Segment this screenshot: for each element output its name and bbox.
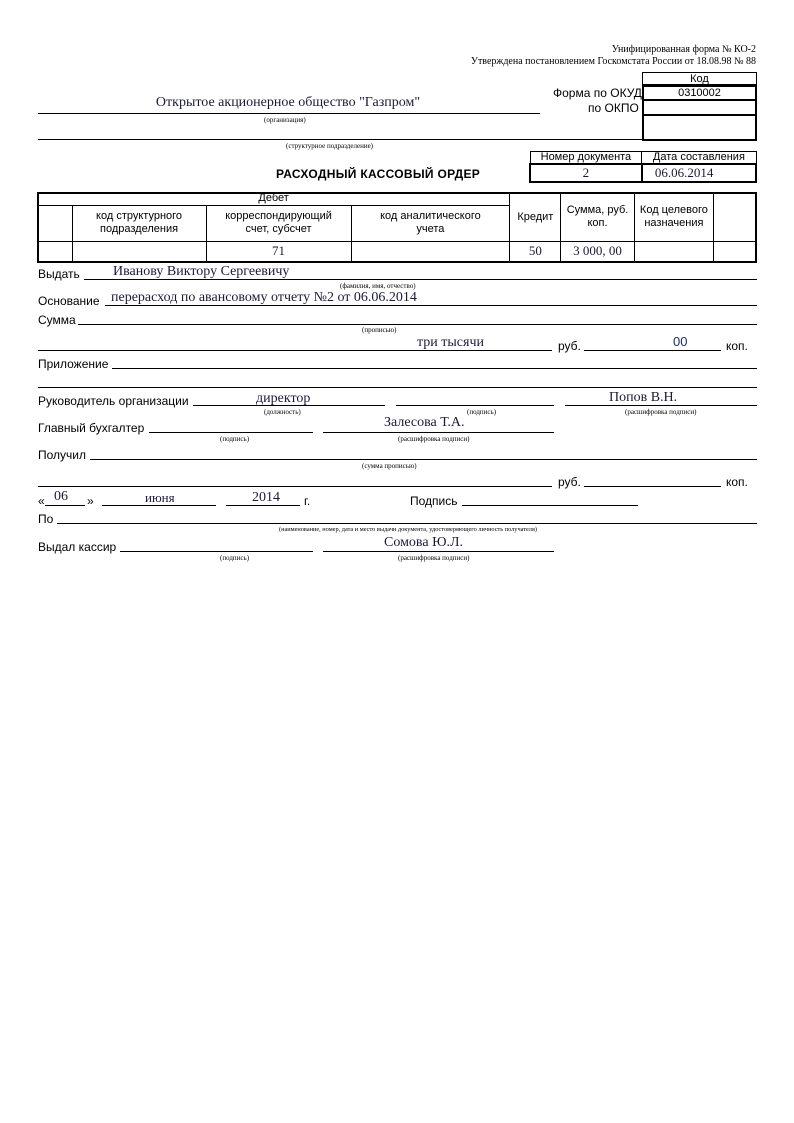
sum-line[interactable]: [78, 324, 757, 325]
sum-label: Сумма: [38, 313, 76, 327]
corr-account-header: корреспондирующий счет, субсчет: [206, 205, 351, 241]
sum-words-field[interactable]: три тысячи: [417, 335, 484, 350]
corr-account-cell[interactable]: 71: [206, 241, 351, 261]
date-day-field[interactable]: 06: [54, 489, 68, 504]
attachment-label: Приложение: [38, 357, 109, 371]
chief-accountant-signature-line[interactable]: [149, 432, 313, 433]
kop-label: коп.: [726, 339, 748, 353]
attachment-line[interactable]: [112, 368, 757, 369]
accounting-table: [38, 193, 756, 261]
received-kop-label: коп.: [726, 475, 748, 489]
sign-label: Подпись: [410, 494, 458, 508]
date-day-line: [45, 505, 85, 506]
document-date-label: Дата составления: [642, 152, 756, 165]
organization-caption: (организация): [264, 116, 306, 124]
okud-code-field[interactable]: 0310002: [642, 85, 757, 101]
document-date-field[interactable]: 06.06.2014: [642, 164, 756, 182]
head-name-field[interactable]: Попов В.Н.: [609, 390, 678, 405]
date-year-suffix: г.: [304, 494, 311, 508]
received-label: Получил: [38, 448, 86, 462]
form-header-line2: Утверждена постановлением Госкомстата России от 18.08.98 № 88: [470, 56, 756, 67]
form-header-line1: Унифицированная форма № КО-2: [611, 44, 756, 55]
issue-field[interactable]: Иванову Виктору Сергеевичу: [113, 264, 290, 279]
form-header: [471, 44, 756, 68]
received-line[interactable]: [90, 459, 757, 460]
attachment-line-2[interactable]: [38, 387, 757, 388]
date-year-field[interactable]: 2014: [252, 490, 280, 505]
basis-field[interactable]: перерасход по авансовому отчету №2 от 06.06.2014: [111, 290, 417, 305]
received-kop-line[interactable]: [584, 486, 721, 487]
chief-accountant-signature-caption: (подпись): [220, 435, 250, 443]
credit-header: Кредит: [510, 193, 561, 241]
head-signature-line[interactable]: [396, 405, 554, 406]
chief-accountant-label: Главный бухгалтер: [38, 421, 145, 435]
analytic-code-header: код аналитического учета: [351, 205, 510, 241]
head-label: Руководитель организации: [38, 394, 189, 408]
extra-code-field[interactable]: [642, 116, 757, 141]
organization-name[interactable]: Открытое акционерное общество "Газпром": [155, 95, 421, 110]
basis-label: Основание: [38, 294, 100, 308]
amount-cell[interactable]: 3 000, 00: [561, 241, 634, 261]
okud-label: Форма по ОКУД: [553, 86, 642, 100]
blank-cell[interactable]: [38, 241, 72, 261]
struct-code-header: код структурного подразделения: [72, 205, 206, 241]
blank-header: [38, 205, 72, 241]
chief-accountant-name-field[interactable]: Залесова Т.А.: [384, 415, 465, 430]
head-signature-caption: (подпись): [467, 408, 497, 416]
head-name-caption: (расшифровка подписи): [625, 408, 697, 416]
cashier-name-field[interactable]: Сомова Ю.Л.: [384, 535, 463, 550]
document-number-label: Номер документа: [530, 152, 642, 165]
subdivision-line[interactable]: [38, 139, 642, 140]
credit-cell[interactable]: 50: [510, 241, 561, 261]
received-line-2[interactable]: [38, 486, 552, 487]
date-open-quote: «: [38, 494, 45, 508]
received-rub-label: руб.: [558, 475, 581, 489]
chief-accountant-name-line: [323, 432, 554, 433]
subdivision-caption: (структурное подразделение): [286, 142, 374, 150]
okpo-code-field[interactable]: [642, 101, 757, 116]
purpose-code-cell[interactable]: [634, 241, 713, 261]
date-month-field[interactable]: июня: [145, 490, 175, 505]
by-caption: (наименование, номер, дата и место выдачи документа, удостоверяющего личность получателя): [279, 526, 537, 533]
amount-header: Сумма, руб. коп.: [561, 193, 634, 241]
document-number-field[interactable]: 2: [530, 164, 642, 182]
cashier-signature-line[interactable]: [120, 551, 313, 552]
extra-header: [714, 193, 756, 241]
document-info-table: [529, 151, 757, 183]
by-label: По: [38, 512, 54, 526]
debit-header: Дебет: [38, 193, 510, 205]
rub-label: руб.: [558, 339, 581, 353]
codes-header: Код: [642, 72, 757, 85]
sign-line[interactable]: [462, 505, 638, 506]
chief-accountant-name-caption: (расшифровка подписи): [398, 435, 470, 443]
issue-caption: (фамилия, имя, отчество): [340, 282, 416, 290]
cashier-label: Выдал кассир: [38, 540, 117, 554]
by-line[interactable]: [57, 523, 757, 524]
head-position-caption: (должность): [264, 408, 301, 416]
sum-caption: (прописью): [362, 326, 397, 334]
organization-line: [38, 113, 540, 114]
cashier-name-caption: (расшифровка подписи): [398, 554, 470, 562]
cashier-name-line: [323, 551, 554, 552]
cashier-signature-caption: (подпись): [220, 554, 250, 562]
date-close-quote: »: [87, 494, 94, 508]
okpo-label: по ОКПО: [588, 101, 639, 115]
head-position-field[interactable]: директор: [256, 391, 311, 406]
struct-code-cell[interactable]: [72, 241, 206, 261]
purpose-code-header: Код целевого назначения: [634, 193, 713, 241]
kop-line: [584, 350, 721, 351]
analytic-code-cell[interactable]: [351, 241, 510, 261]
kop-field[interactable]: 00: [673, 334, 688, 349]
extra-cell[interactable]: [714, 241, 756, 261]
page-title: РАСХОДНЫЙ КАССОВЫЙ ОРДЕР: [276, 167, 481, 181]
received-caption: (сумма прописью): [362, 462, 417, 470]
issue-label: Выдать: [38, 267, 80, 281]
